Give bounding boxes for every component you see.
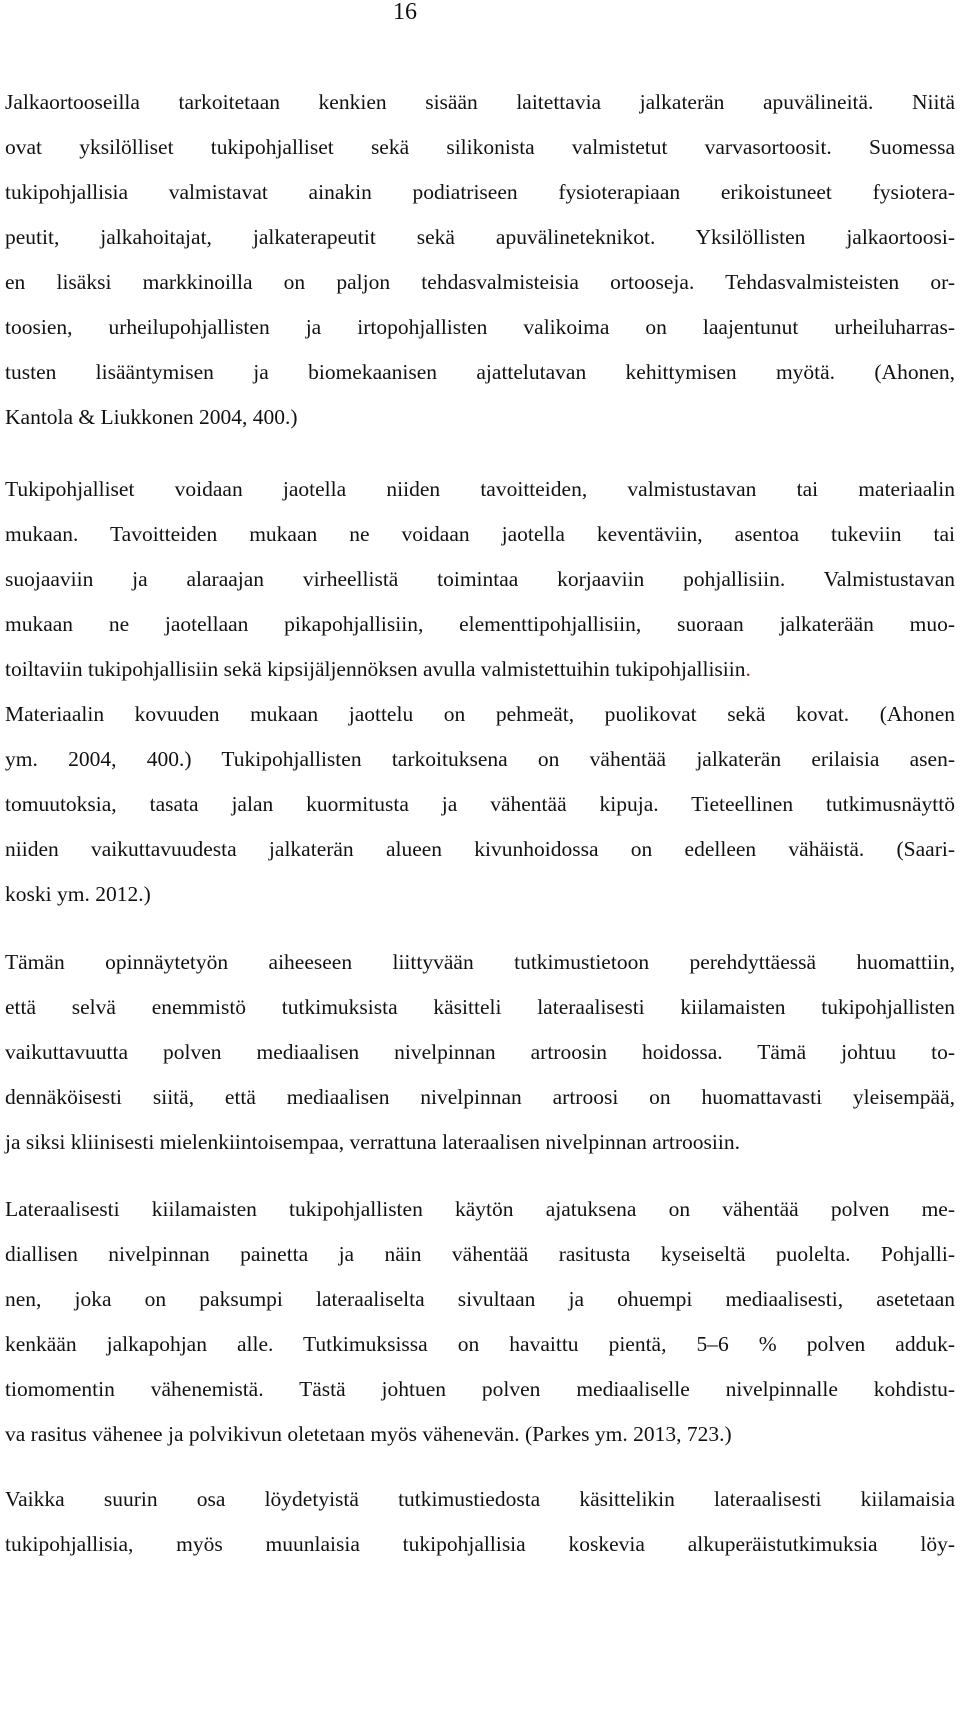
text-line: ja siksi kliinisesti mielenkiintoisempaa, verrattuna lateraalisen nivelpinnan artroosiin.	[5, 1130, 740, 1154]
paragraph-research-focus	[5, 940, 955, 1165]
text-line: Kantola & Liukkonen 2004, 400.)	[5, 405, 298, 429]
text-line: diallisen nivelpinnan painetta ja näin vähentää rasitusta kyseiseltä puolelta. Pohjalli-	[5, 1242, 955, 1266]
text-line: ovat yksilölliset tukipohjalliset sekä silikonista valmistetut varvasortoosit. Suomessa	[5, 135, 955, 159]
text-line: en lisäksi markkinoilla on paljon tehdasvalmisteisia ortooseja. Tehdasvalmisteisten or-	[5, 270, 955, 294]
text-line: koski ym. 2012.)	[5, 882, 151, 906]
text-line: tomuutoksia, tasata jalan kuormitusta ja vähentää kipuja. Tieteellinen tutkimusnäyttö	[5, 792, 955, 816]
text-line: Tukipohjalliset voidaan jaotella niiden tavoitteiden, valmistustavan tai materiaalin	[5, 477, 955, 501]
text-line: niiden vaikuttavuudesta jalkaterän alueen kivunhoidossa on edelleen vähäistä. (Saari-	[5, 837, 955, 861]
text-line: dennäköisesti siitä, että mediaalisen nivelpinnan artroosi on huomattavasti yleisempää,	[5, 1085, 955, 1109]
text-line-with-red-period	[5, 647, 955, 692]
text-line: Tämän opinnäytetyön aiheeseen liittyvään tutkimustietoon perehdyttäessä huomattiin,	[5, 950, 955, 974]
text-line: Lateraalisesti kiilamaisten tukipohjallisten käytön ajatuksena on vähentää polven me-	[5, 1197, 955, 1221]
paragraph-lateral-wedge-insoles	[5, 1187, 955, 1457]
red-period-mark: .	[745, 657, 751, 681]
text-line: tusten lisääntymisen ja biomekaanisen ajattelutavan kehittymisen myötä. (Ahonen,	[5, 360, 955, 384]
text-line: Vaikka suurin osa löydetyistä tutkimustiedosta käsittelikin lateraalisesti kiilamaisia	[5, 1487, 955, 1511]
text-line: tukipohjallisia, myös muunlaisia tukipohjallisia koskevia alkuperäistutkimuksia löy-	[5, 1532, 955, 1556]
text-line: toosien, urheilupohjallisten ja irtopohjallisten valikoima on laajentunut urheiluharras-	[5, 315, 955, 339]
text-line: Materiaalin kovuuden mukaan jaottelu on pehmeät, puolikovat sekä kovat. (Ahonen	[5, 702, 955, 726]
paragraph-foot-orthoses	[5, 80, 955, 440]
text-line: va rasitus vähenee ja polvikivun oletetaan myös vähenevän. (Parkes ym. 2013, 723.)	[5, 1422, 732, 1446]
page-number: 16	[393, 0, 417, 25]
text-line: suojaaviin ja alaraajan virheellistä toimintaa korjaaviin pohjallisiin. Valmistustavan	[5, 567, 955, 591]
text-line: nen, joka on paksumpi lateraaliselta sivultaan ja ohuempi mediaalisesti, asetetaan	[5, 1287, 955, 1311]
text-line: ym. 2004, 400.) Tukipohjallisten tarkoituksena on vähentää jalkaterän erilaisia asen-	[5, 747, 955, 771]
paragraph-other-insole-studies	[5, 1477, 955, 1567]
text-line-segment: toiltaviin tukipohjallisiin sekä kipsijäljennöksen avulla valmistettuihin tukipohjallisiin	[5, 657, 746, 681]
text-line: tukipohjallisia valmistavat ainakin podiatriseen fysioterapiaan erikoistuneet fysiotera-	[5, 180, 955, 204]
text-line: että selvä enemmistö tutkimuksista käsitteli lateraalisesti kiilamaisten tukipohjallisten	[5, 995, 955, 1019]
text-line: tiomomentin vähenemistä. Tästä johtuen polven mediaaliselle nivelpinnalle kohdistu-	[5, 1377, 955, 1401]
text-line: vaikuttavuutta polven mediaalisen nivelpinnan artroosin hoidossa. Tämä johtuu to-	[5, 1040, 955, 1064]
text-line: mukaan ne jaotellaan pikapohjallisiin, elementtipohjallisiin, suoraan jalkaterään muo-	[5, 612, 955, 636]
text-line: peutit, jalkahoitajat, jalkaterapeutit sekä apuvälineteknikot. Yksilöllisten jalkaortoosi-	[5, 225, 955, 249]
text-line: kenkään jalkapohjan alle. Tutkimuksissa on havaittu pientä, 5–6 % polven adduk-	[5, 1332, 955, 1356]
text-line: mukaan. Tavoitteiden mukaan ne voidaan jaotella keventäviin, asentoa tukeviin tai	[5, 522, 955, 546]
text-line: Jalkaortooseilla tarkoitetaan kenkien sisään laitettavia jalkaterän apuvälineitä. Niitä	[5, 90, 955, 114]
paragraph-insole-classification	[5, 467, 955, 917]
